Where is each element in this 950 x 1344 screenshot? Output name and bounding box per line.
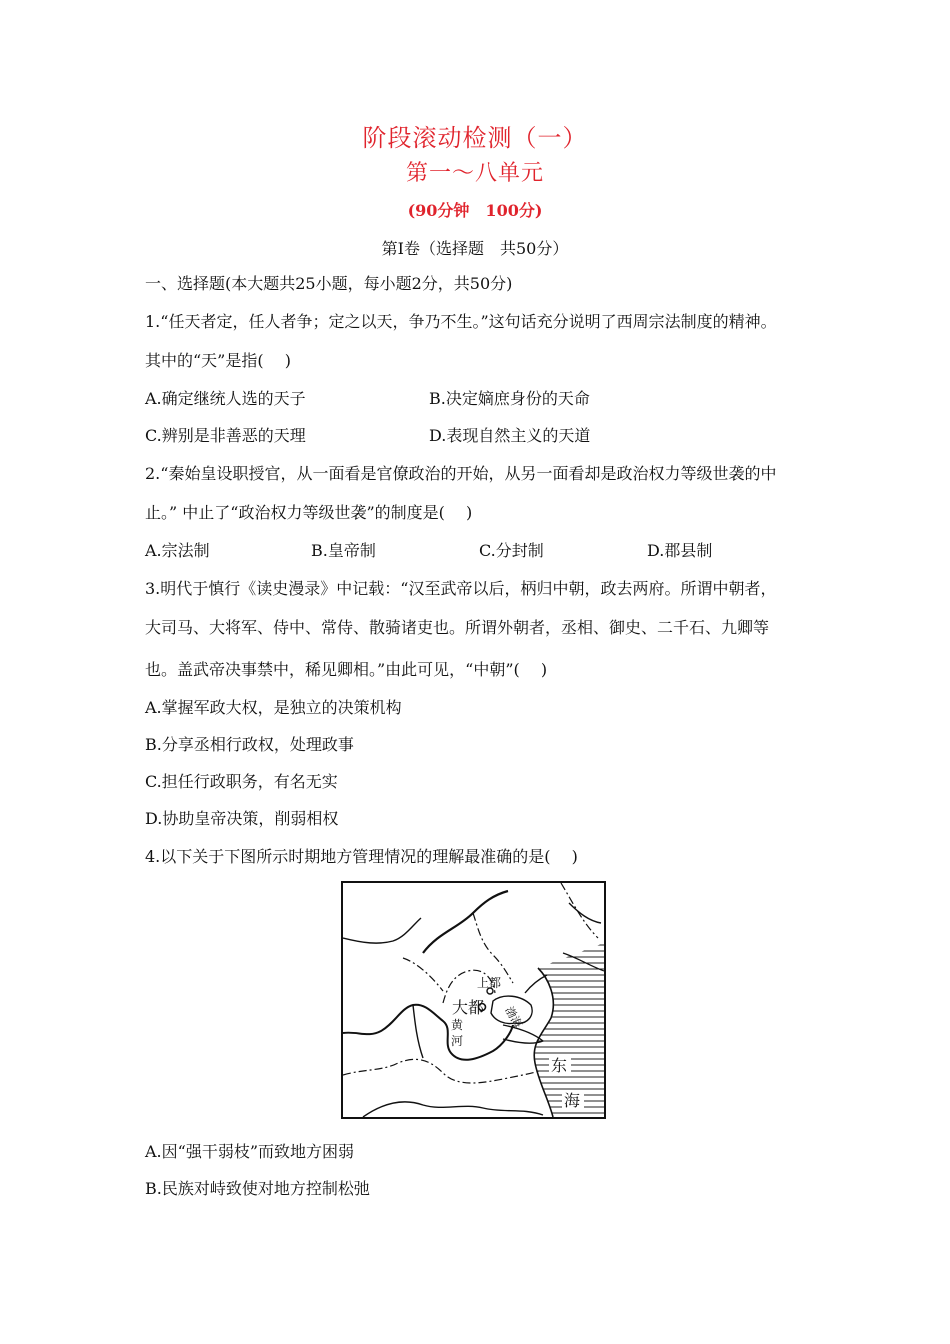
question-3-stem-line-1: 3.明代于慎行《读史漫录》中记载：“汉至武帝以后，柄归中朝，政去两府。所谓中朝者，: [145, 579, 777, 598]
question-2-option-b: B.皇帝制: [311, 541, 376, 560]
part-title: 一、选择题(本大题共25小题，每小题2分，共50分): [145, 274, 513, 293]
dadu-label: 大都: [452, 998, 485, 1017]
huanghe-label-2: 河: [451, 1034, 464, 1048]
shangdu-label: 上都: [477, 976, 502, 990]
east-sea-hatching: [523, 945, 604, 1113]
liaodong-coast: [525, 975, 547, 993]
page-title: 阶段滚动检测（一）: [362, 124, 588, 152]
question-3-option-c: C.担任行政职务，有名无实: [145, 772, 338, 791]
question-3-option-a: A.掌握军政大权，是独立的决策机构: [145, 698, 402, 717]
question-4-option-b: B.民族对峙致使对地方控制松弛: [145, 1179, 370, 1198]
bohai-label: 渤海: [502, 1004, 525, 1031]
question-3-stem-line-2: 大司马、大将军、侍中、常侍、散骑诸吏也。所谓外朝者，丞相、御史、二千石、九卿等: [145, 618, 770, 637]
question-3-stem-line-3: 也。盖武帝决事禁中，稀见卿相。”由此可见，“中朝”( ): [145, 660, 548, 679]
yellow-river: [343, 1005, 513, 1060]
amur-river: [423, 891, 508, 953]
korea-boundary: [563, 953, 604, 971]
huanghe-label-1: 黄: [451, 1018, 464, 1032]
dong-label: 东: [551, 1056, 568, 1075]
question-1-option-c: C.辨别是非善恶的天理: [145, 426, 306, 445]
question-2-stem-line-2: 止。” 中止了“政治权力等级世袭”的制度是( ): [145, 503, 473, 522]
river-tributary: [413, 1005, 423, 1058]
administrative-boundary-2: [561, 883, 598, 938]
question-4-stem: 4.以下关于下图所示时期地方管理情况的理解最准确的是( ): [145, 847, 578, 866]
question-4-option-a: A.因“强干弱枝”而致地方困弱: [145, 1142, 355, 1161]
yuan-dynasty-map: [341, 881, 606, 1119]
page-subtitle: 第一～八单元: [405, 161, 544, 186]
question-2-option-a: A.宗法制: [145, 541, 210, 560]
question-3-option-d: D.协助皇帝决策，削弱相权: [145, 809, 339, 828]
question-1-stem-line-2: 其中的“天”是指( ): [145, 351, 291, 370]
exam-meta: (90分钟 100分): [407, 201, 543, 220]
administrative-boundary-1: [473, 913, 513, 983]
southern-boundary: [343, 1059, 539, 1083]
question-1-stem-line-1: 1.“任天者定，任人者争；定之以天，争乃不生。”这句话充分说明了西周宗法制度的精神。: [145, 312, 777, 331]
yangtze-river: [363, 1102, 543, 1117]
question-3-option-b: B.分享丞相行政权，处理政事: [145, 735, 354, 754]
question-1-option-a: A.确定继统人选的天子: [145, 389, 306, 408]
question-2-option-c: C.分封制: [479, 541, 544, 560]
northern-border-line: [343, 918, 421, 943]
question-2-option-d: D.郡县制: [647, 541, 713, 560]
question-1-option-d: D.表现自然主义的天道: [429, 426, 591, 445]
northeast-river: [569, 903, 601, 923]
western-boundary: [403, 958, 443, 991]
hai-label: 海: [564, 1091, 581, 1110]
question-2-stem-line-1: 2.“秦始皇设职授官，从一面看是官僚政治的开始，从另一面看却是政治权力等级世袭的中: [145, 464, 777, 483]
question-1-option-b: B.决定嫡庶身份的天命: [429, 389, 590, 408]
volume-title: 第Ⅰ卷（选择题 共50分）: [381, 239, 569, 258]
